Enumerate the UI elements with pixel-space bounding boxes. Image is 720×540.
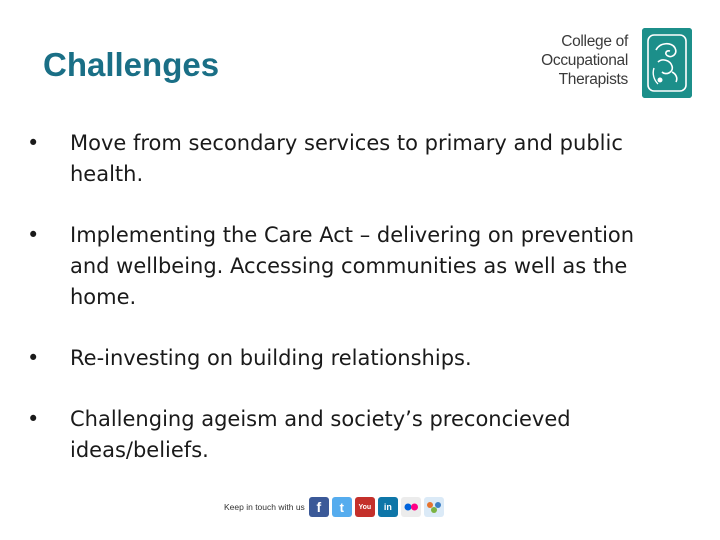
bullet-dot: • (27, 346, 40, 370)
bullet-text: Move from secondary services to primary and public health. (70, 131, 623, 186)
bullet-text: Re-investing on building relationships. (70, 346, 472, 370)
logo-wordmark (541, 32, 628, 89)
slide-title: Challenges (43, 46, 220, 83)
bullet-text: Challenging ageism and society’s preconcieved ideas/beliefs. (70, 407, 571, 462)
bullet-list (27, 128, 677, 496)
bullet-item (27, 128, 677, 190)
college-logo (528, 28, 692, 98)
linkedin-icon[interactable]: in (378, 497, 398, 517)
facebook-icon[interactable]: f (309, 497, 329, 517)
bullet-item (27, 343, 677, 374)
cot-emblem-icon (642, 28, 692, 98)
youtube-icon[interactable]: You (355, 497, 375, 517)
flickr-icon[interactable] (401, 497, 421, 517)
logo-line-1: College of (561, 33, 628, 50)
footer-text: Keep in touch with us (224, 502, 305, 512)
logo-line-3: Therapists (558, 71, 628, 88)
bullet-text: Implementing the Care Act – delivering on prevention and wellbeing. Accessing communities as well as the home. (70, 223, 635, 309)
bullet-item (27, 404, 677, 466)
bullet-dot: • (27, 223, 40, 247)
social-footer (224, 496, 447, 518)
bullet-dot: • (27, 131, 40, 155)
bullet-item (27, 220, 677, 313)
logo-line-2: Occupational (541, 52, 628, 69)
twitter-icon[interactable]: t (332, 497, 352, 517)
bullet-dot: • (27, 407, 40, 431)
community-icon[interactable] (424, 497, 444, 517)
